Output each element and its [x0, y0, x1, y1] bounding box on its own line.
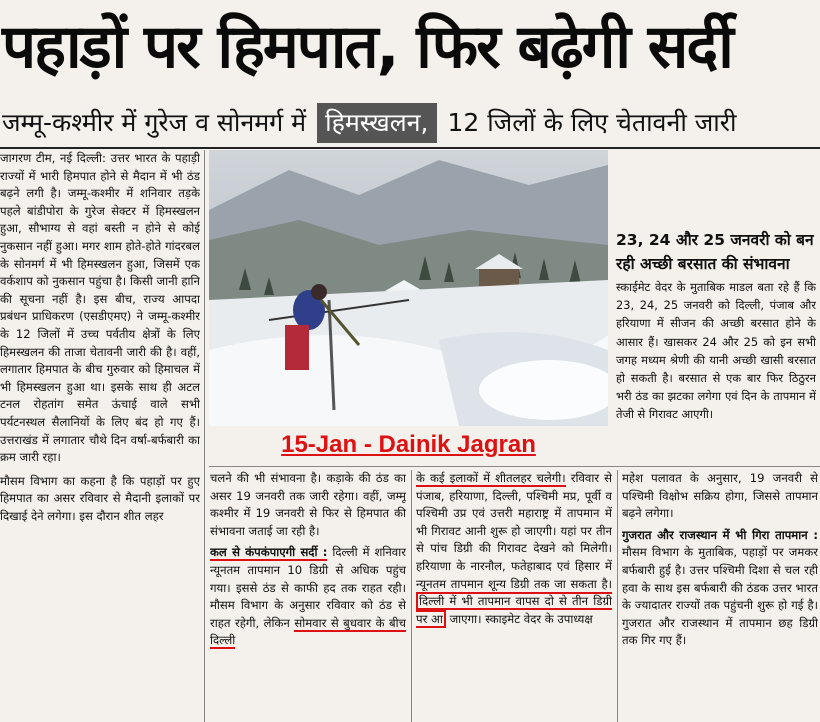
col2-text: दिल्ली में शनिवार न्यूनतम तापमान 10 डिग्री से अधिक पहुंच गया। इससे ठंड से काफी हद तक राहत रही। मौसम विभाग के अनुसार रविवार को ठंड से राहत रहेगी, लेकिन	[210, 545, 406, 630]
subhead-after: 12 जिलों के लिए चेतावनी जारी	[447, 108, 737, 137]
subhead-before: जम्मू-कश्मीर में गुरेज व सोनमर्ग में	[2, 108, 307, 137]
col4-text: मौसम विभाग के मुताबिक, पहाड़ों पर जमकर बर्फबारी हुई है। उत्तर पश्चिमी दिशा से चल रही हवा के साथ इस बर्फबारी की ठंडक उत्तर भारत के ज्यादातर राज्यों तक पहुंचनी शुरू हो गई है। गुजरात और राजस्थान में तापमान छह डिग्री तक गिर गए हैं।	[622, 545, 818, 648]
col4-para-2	[622, 527, 818, 650]
source-caption: 15-Jan - Dainik Jagran	[281, 431, 536, 458]
news-photo	[209, 150, 608, 426]
col3-underlined: के कई इलाकों में शीतलहर चलेगी।	[416, 471, 566, 485]
article-column-2	[210, 470, 406, 722]
col2-para-1: चलने की भी संभावना है। कड़ाके की ठंड का असर 19 जनवरी तक जारी रहेगा। वहीं, जम्मू कश्मीर में 19 जनवरी से फिर से हिमपात की संभावना जताई जा रही है।	[210, 471, 406, 538]
col3-boxed: दिल्ली में भी तापमान वापस दो से तीन डिग्री पर आ	[416, 594, 612, 626]
headline: पहाड़ों पर हिमपात, फिर बढ़ेगी सर्दी	[2, 12, 732, 82]
snow-scene-illustration	[209, 150, 608, 426]
col3-text-end: जाएगा। स्काइमेट वेदर के उपाध्यक्ष	[449, 611, 593, 626]
article-column-4	[622, 470, 818, 722]
column-divider	[617, 470, 618, 722]
subhead-highlight: हिमस्खलन,	[317, 103, 436, 143]
article-column-3	[416, 470, 612, 722]
col3-para	[416, 470, 612, 628]
header-rule	[0, 147, 820, 149]
col2-underlined: सोमवार से बुधवार के बीच दिल्ली	[210, 615, 406, 648]
subheadline	[0, 100, 820, 146]
col3-text: रविवार से पंजाब, हरियाणा, दिल्ली, पश्चिमी मप्र, पूर्वी व पश्चिमी उप्र एवं उत्तरी महाराष्ट्र में तापमान में भी गिरावट आनी शुरू हो जाएगी। यहां पर तीन से पांच डिग्री की गिरावट देखने को मिलेगी। हरियाणा के नारनौल, फतेहाबाद एवं हिसार में न्यूनतम तापमान शून्य डिग्री तक जा सकता है।	[416, 471, 612, 591]
col4-subhead: गुजरात और राजस्थान में भी गिरा तापमान :	[622, 527, 818, 542]
col1-para-2: मौसम विभाग का कहना है कि पहाड़ों पर हुए हिमपात का असर रविवार से मैदानी इलाकों पर दिखाई देने लगेगा। इस दौरान शीत लहर	[0, 473, 200, 523]
article-column-1	[0, 150, 200, 722]
col2-para-2	[210, 544, 406, 650]
sidebar-heading: 23, 24 और 25 जनवरी को बन रही अच्छी बरसात की संभावना	[616, 231, 814, 273]
col1-para-1: जागरण टीम, नई दिल्ली: उत्तर भारत के पहाड़ी राज्यों में भारी हिमपात होने से मैदान में भी ठंड बढ़ने लगी है। जम्मू-कश्मीर में शनिवार तड़के पहले बांडीपोरा के गुरेज सेक्टर में हिमस्खलन हुआ, सौभाग्य से वहां बस्ती न होने से कोई नुकसान नहीं हुआ। मगर शाम होते-होते गांदरबल के सोनमर्ग में भी हिमस्खलन हुआ, जिसमें एक वर्कशाप को नुकसान पहुंचा है। किसी जानी हानि की सूचना नहीं है। इस बीच, राज्य आपदा प्रबंधन प्राधिकरण (एसडीएमए) ने जम्मू-कश्मीर के 12 जिलों में उच्च पर्वतीय क्षेत्रों के लिए हिमस्खलन की ताजा चेतावनी जारी की है। वहीं, लगातार हिमपात के बीच गुरुवार को हिमाचल में भी हिमस्खलन हुआ था। इसके साथ ही अटल टनल रोहतांग समेत ऊंचाई वाले सभी पर्यटनस्थल सैलानियों के लिए बंद हो गए हैं। उत्तराखंड में लगातार चौथे दिन वर्षा-बर्फबारी का क्रम जारी रहा।	[0, 151, 200, 465]
col4-para-1: महेश पलावत के अनुसार, 19 जनवरी से पश्चिमी विक्षोभ सक्रिय होगा, जिससे तापमान बढ़ने लगेगा।	[622, 471, 818, 521]
column-divider	[411, 470, 412, 722]
sidebar-body: स्काईमेट वेदर के मुताबिक माडल बता रहे हैं कि 23, 24, 25 जनवरी को दिल्ली, पंजाब और हरियाणा में सीजन की अच्छी बरसात होने के आसार हैं। खासकर 24 और 25 को इन सभी जगह मध्यम श्रेणी की यानी अच्छी खासी बरसात हो सकती है। बरसात से एक बार फिर ठिठुरन भरी ठंड का झटका लगेगा एवं दिन के तापमान में तेजी से गिरावट आएगी।	[616, 280, 816, 422]
column-divider	[204, 150, 205, 722]
section-divider	[209, 466, 820, 467]
col2-subhead: कल से कंपकंपाएगी सर्दी :	[210, 545, 328, 560]
